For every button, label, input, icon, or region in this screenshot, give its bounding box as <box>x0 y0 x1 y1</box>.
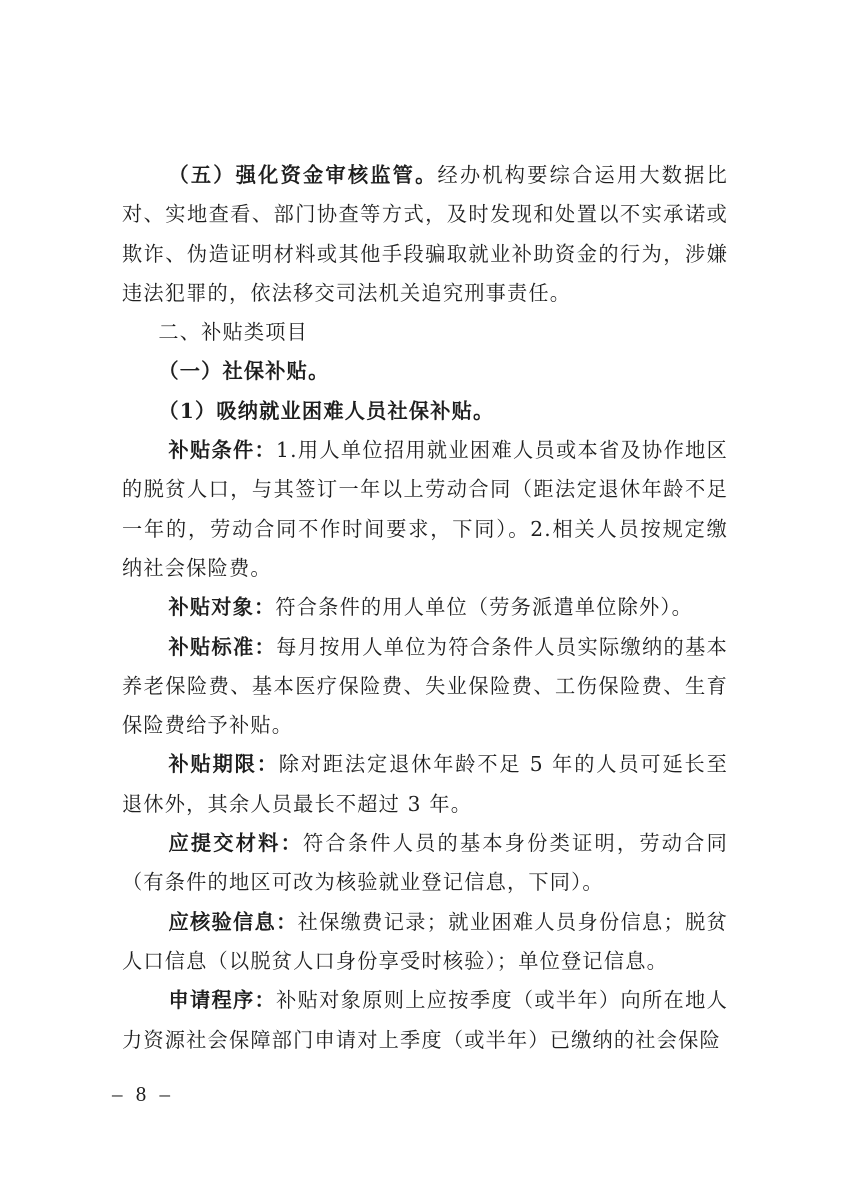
subsection-heading-social-insurance-subsidy <box>122 352 728 391</box>
section-heading-text: 二、补贴类项目 <box>158 320 309 345</box>
page-number: – 8 – <box>112 1082 174 1106</box>
paragraph-label: 补贴条件： <box>168 438 277 463</box>
paragraph-text: 1.用人单位招用就业困难人员或本省及协作地区的脱贫人口，与其签订一年以上劳动合同（距法定退休年龄不足一年的，劳动合同不作时间要求，下同）。2.相关人员按规定缴纳社会保险费。 <box>122 438 728 580</box>
paragraph-application-procedure <box>122 981 728 1060</box>
paragraph-subsidy-period <box>122 745 728 824</box>
paragraph-label: 申请程序： <box>168 988 277 1013</box>
paragraph-label: （五）强化资金审核监管。 <box>168 163 438 187</box>
paragraph-text: 符合条件人员的基本身份类证明，劳动合同（有条件的地区可改为核验就业登记信息，下同）。 <box>122 831 728 895</box>
paragraph-strengthen-fund-audit <box>122 156 728 313</box>
item-heading-employment-difficulty-subsidy <box>122 392 728 431</box>
paragraph-text: 经办机构要综合运用大数据比对、实地查看、部门协查等方式，及时发现和处置以不实承诺或欺诈、伪造证明材料或其他手段骗取就业补助资金的行为，涉嫌违法犯罪的，依法移交司法机关追究刑事责任。 <box>122 163 728 305</box>
document-body <box>122 156 728 1060</box>
paragraph-text: 符合条件的用人单位（劳务派遣单位除外）。 <box>275 595 694 620</box>
paragraph-subsidy-target <box>122 588 728 627</box>
paragraph-label: 应核验信息： <box>168 909 298 934</box>
paragraph-text: 补贴对象原则上应按季度（或半年）向所在地人力资源社会保障部门申请对上季度（或半年）已缴纳的社会保险 <box>122 988 728 1052</box>
section-heading-subsidy-projects <box>122 313 728 352</box>
paragraph-text: 每月按用人单位为符合条件人员实际缴纳的基本养老保险费、基本医疗保险费、失业保险费、工伤保险费、生育保险费给予补贴。 <box>122 634 728 738</box>
paragraph-text: 社保缴费记录；就业困难人员身份信息；脱贫人口信息（以脱贫人口身份享受时核验）；单位登记信息。 <box>122 909 728 973</box>
paragraph-label: 补贴对象： <box>168 595 276 620</box>
subsection-heading-text: （一）社保补贴。 <box>158 359 330 384</box>
item-heading-text: （1）吸纳就业困难人员社保补贴。 <box>158 398 495 423</box>
paragraph-subsidy-standard <box>122 628 728 746</box>
paragraph-subsidy-conditions <box>122 431 728 588</box>
paragraph-label: 应提交材料： <box>168 831 303 856</box>
paragraph-required-materials <box>122 824 728 903</box>
paragraph-verification-info <box>122 903 728 982</box>
paragraph-text: 除对距法定退休年龄不足 5 年的人员可延长至退休外，其余人员最长不超过 3 年。 <box>122 752 728 816</box>
paragraph-label: 补贴标准： <box>168 634 277 659</box>
paragraph-label: 补贴期限： <box>168 752 279 777</box>
